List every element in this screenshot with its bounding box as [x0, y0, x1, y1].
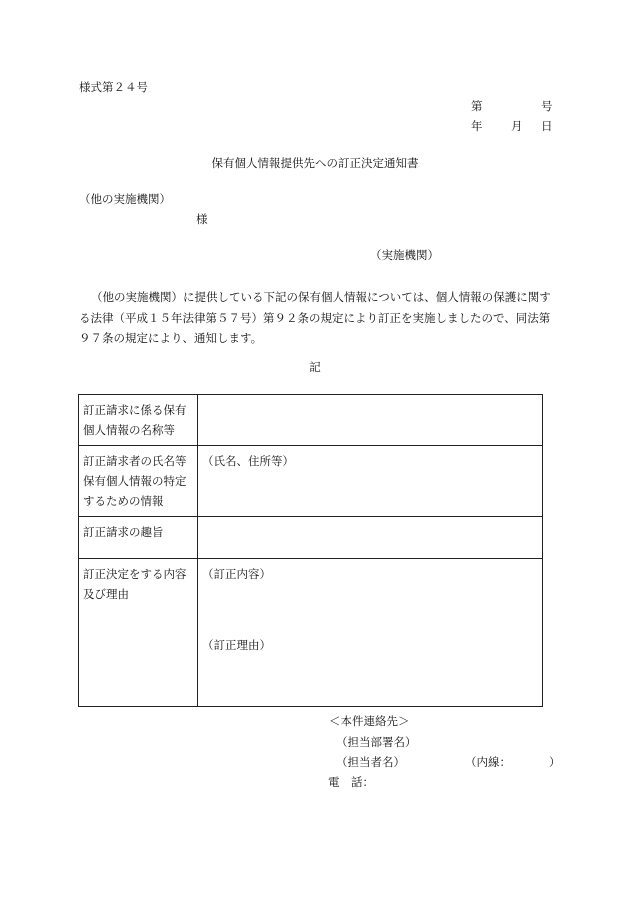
date-line	[471, 121, 553, 133]
row-header-purpose: 訂正請求の趣旨	[79, 517, 198, 559]
document-number-suffix: 号	[541, 99, 553, 113]
addressee-honorific: 様	[196, 212, 208, 226]
document-title: 保有個人情報提供先への訂正決定通知書	[211, 156, 419, 170]
date-month: 月	[511, 119, 523, 133]
form-number: 様式第２４号	[79, 80, 148, 94]
date-year: 年	[471, 119, 483, 133]
table-row	[79, 517, 543, 559]
contact-department: （担当部署名）	[336, 735, 417, 749]
table-row	[79, 446, 543, 517]
addressee-org: （他の実施機関）	[79, 192, 171, 206]
ki-heading: 記	[309, 360, 321, 374]
row-header-decision: 訂正決定をする内容及び理由	[79, 559, 198, 707]
contact-telephone: 電 話：	[328, 775, 374, 789]
correction-reason-label: （訂正理由）	[202, 638, 271, 652]
contact-extension	[465, 757, 561, 769]
document-number	[471, 101, 553, 113]
contact-person: （担当者名）	[336, 755, 405, 769]
table-row	[79, 395, 543, 446]
extension-close: ）	[549, 755, 561, 769]
correction-content-label: （訂正内容）	[202, 567, 271, 581]
date-day: 日	[541, 119, 553, 133]
row-value-decision	[198, 559, 543, 707]
table-row	[79, 559, 543, 707]
contact-heading: ＜本件連絡先＞	[329, 714, 410, 728]
row-value-requester: （氏名、住所等）	[198, 446, 543, 517]
row-header-info-name: 訂正請求に係る保有個人情報の名称等	[79, 395, 198, 446]
body-paragraph: （他の実施機関）に提供している下記の保有個人情報については、個人情報の保護に関する法律（平成１５年法律第５７号）第９２条の規定により訂正を実施しましたので、同法第９７条の規定により、通知します。	[79, 290, 551, 345]
issuer-org: （実施機関）	[370, 248, 439, 262]
document-number-label: 第	[471, 99, 483, 113]
row-value-info-name	[198, 395, 543, 446]
info-table	[78, 394, 543, 707]
extension-label: （内線：	[465, 755, 511, 769]
row-value-purpose	[198, 517, 543, 559]
row-header-requester: 訂正請求者の氏名等保有個人情報の特定するための情報	[79, 446, 198, 517]
